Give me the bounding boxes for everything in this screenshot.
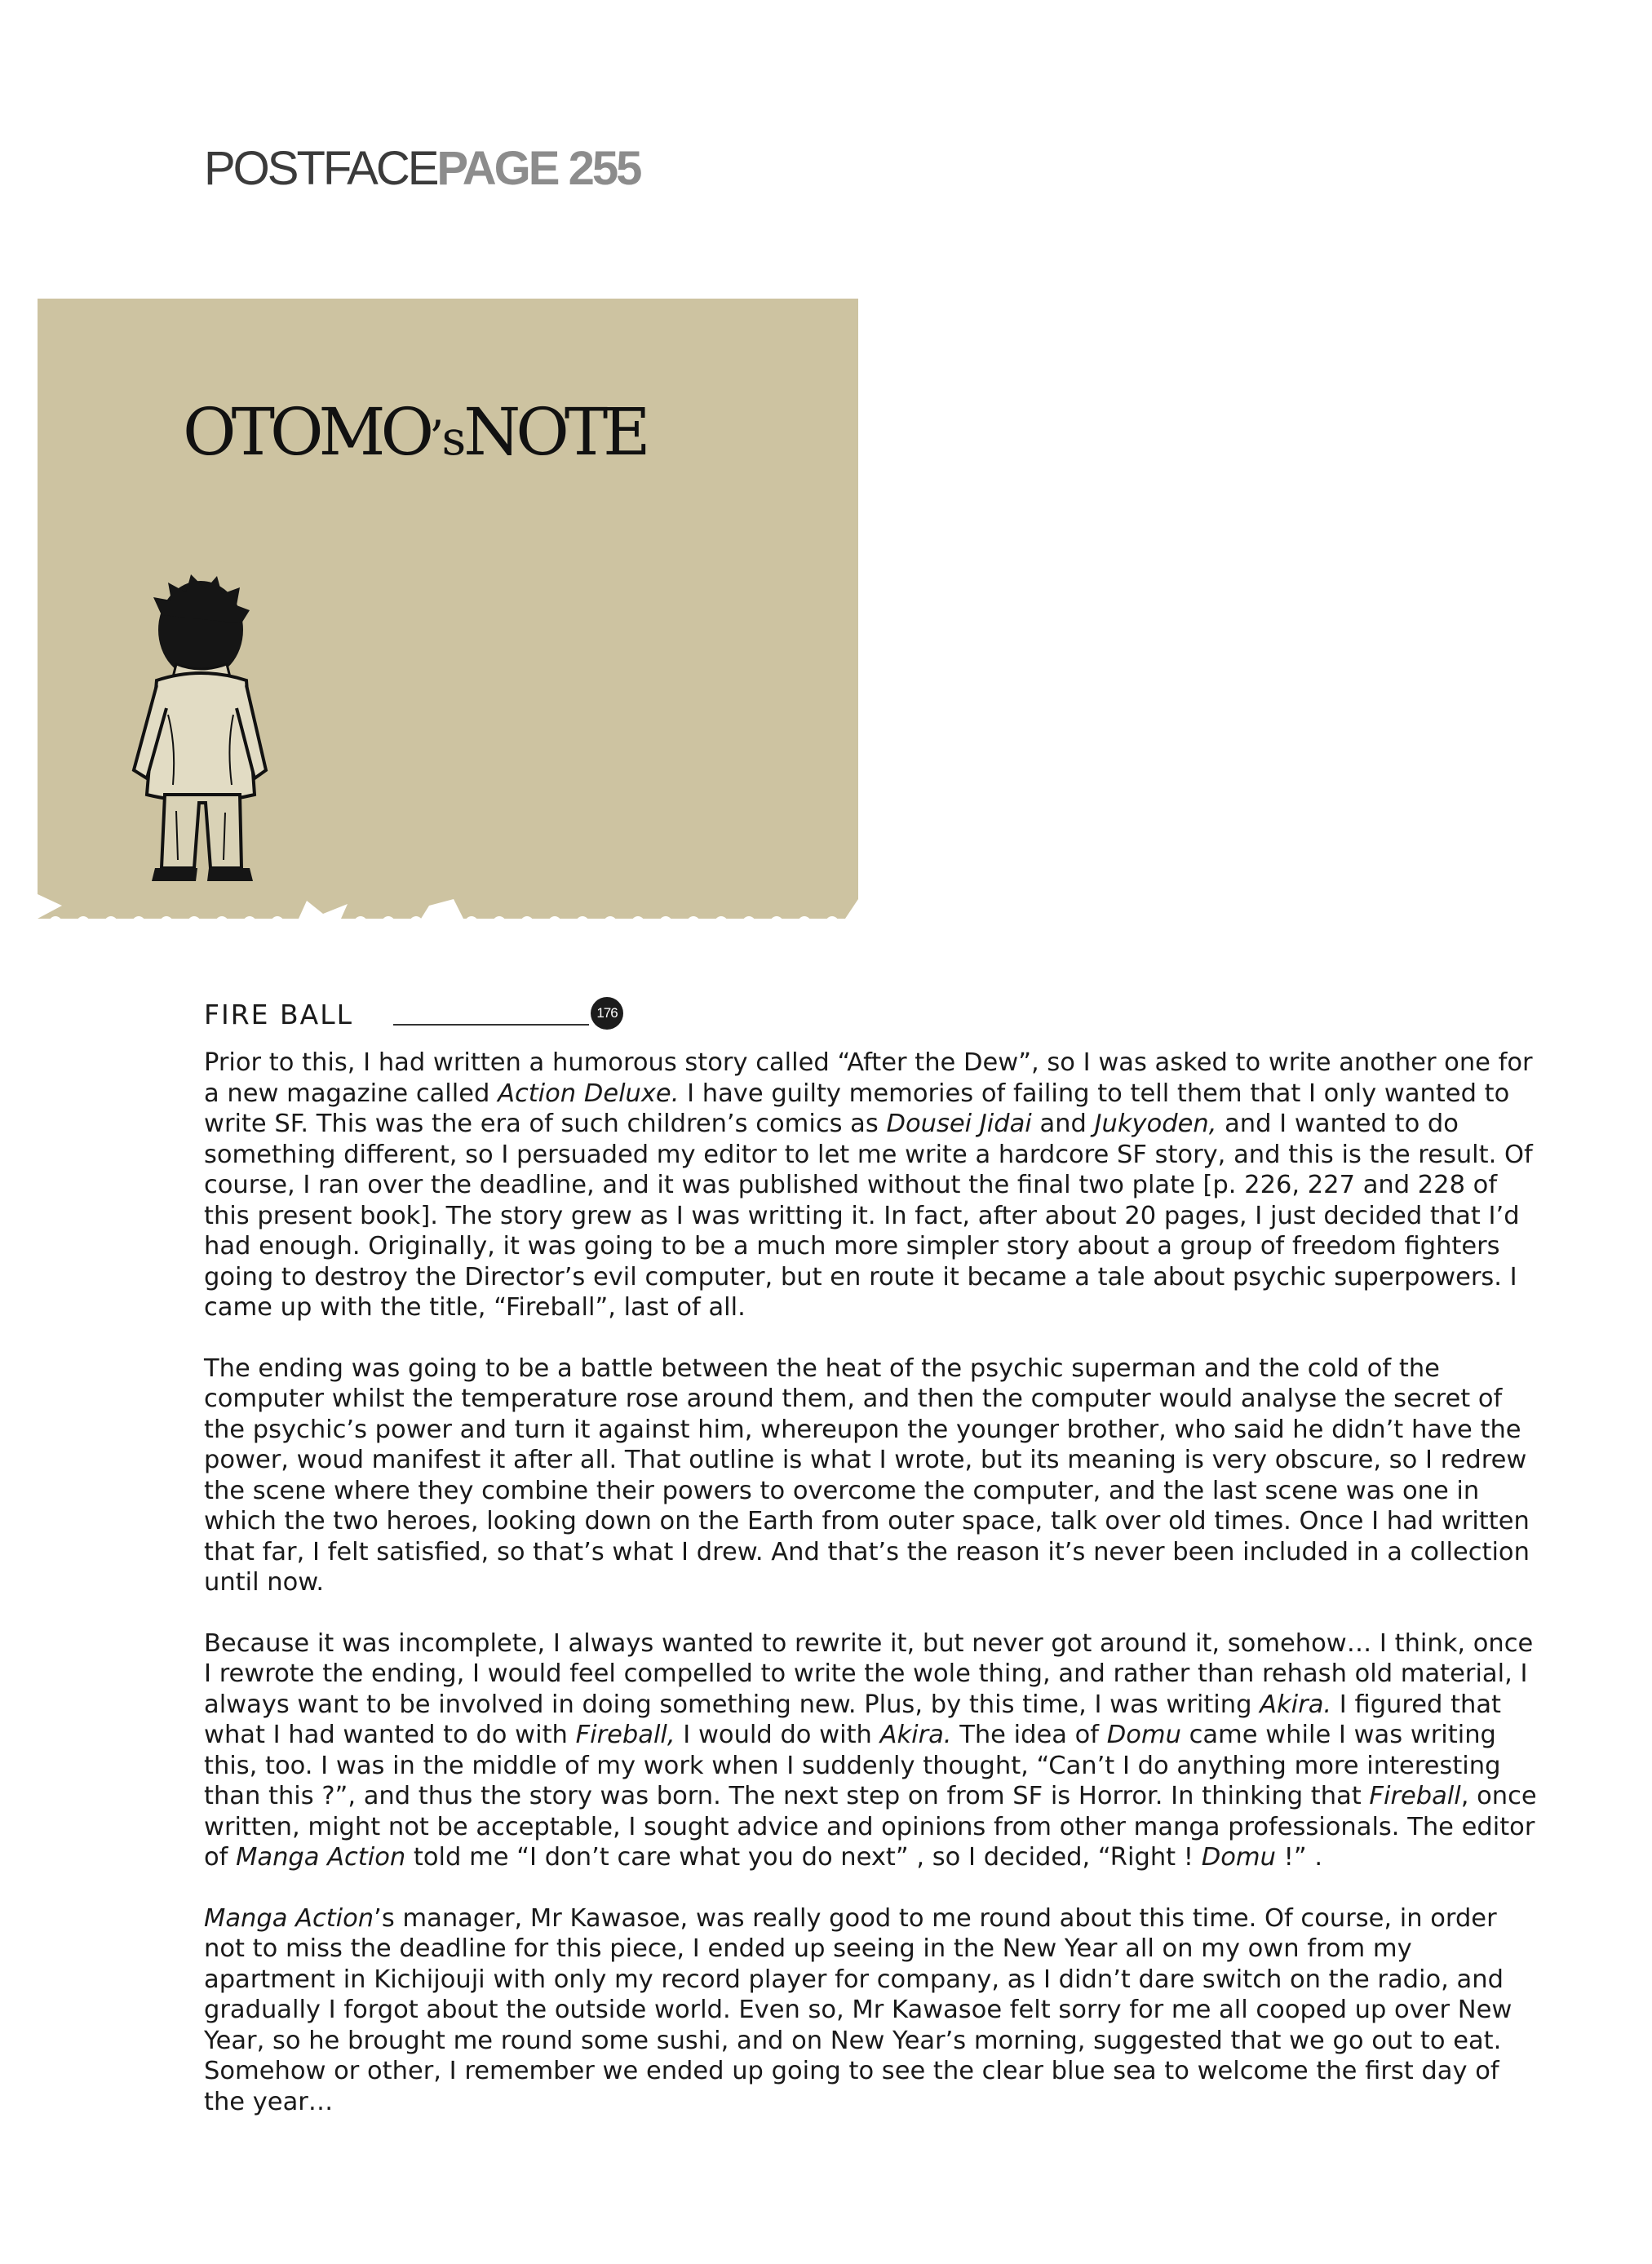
- torn-paper-edge: [38, 299, 858, 948]
- header-page-label: PAGE 255: [436, 142, 640, 195]
- section-title: FIRE BALL: [204, 999, 353, 1030]
- paragraph: [204, 1354, 1542, 1598]
- text-run: The idea of: [951, 1721, 1107, 1749]
- page-header: [204, 142, 640, 195]
- italic-text: Manga Action: [204, 1903, 374, 1933]
- paragraph: [204, 1903, 1542, 2118]
- panel-title-part1: OTOMO: [183, 394, 430, 470]
- text-run: I figured that what I had wanted to do with: [204, 1690, 1502, 1749]
- text-run: The ending was going to be a battle between the heat of the psychic superman and the cold of the computer whilst the temperature rose around them, and then the computer would analyse the secret of the psychic’s power and turn it against him, whereupon the younger brother, who said he didn’t have the power, woud manifest it after all. That outline is what I wrote, but its meaning is very obscure, so I redrew the scene where they combine their powers to overcome the computer, and the last scene was one in which the two heroes, looking down on the Earth from outer space, talk over old times. Once I had written that far, I felt satisfied, so that’s what I drew. And that’s the reason it’s never been included in a collection until now.: [204, 1354, 1530, 1597]
- header-word: POSTFACE: [204, 142, 437, 195]
- italic-text: Domu: [1106, 1721, 1181, 1749]
- paragraph: [204, 1628, 1542, 1873]
- text-run: I would do with: [675, 1721, 880, 1749]
- text-run: , once written, might not be acceptable, I sought advice and opinions from other manga professionals. The editor of: [204, 1782, 1537, 1872]
- italic-text: Manga Action: [236, 1843, 406, 1872]
- text-run: !” .: [1275, 1843, 1323, 1872]
- text-run: told me “I don’t care what you do next” , so I decided, “Right !: [405, 1843, 1202, 1872]
- italic-text: Dousei Jidai: [886, 1110, 1032, 1138]
- text-run: and: [1031, 1110, 1095, 1138]
- section-heading: [204, 997, 661, 1038]
- italic-text: Domu: [1201, 1843, 1276, 1872]
- body-text: [204, 1048, 1542, 2147]
- italic-text: Fireball,: [575, 1721, 675, 1749]
- text-run: and I wanted to do something different, so I persuaded my editor to let me write a hardcore SF story, and this is the result. Of course, I ran over the deadline, and it was published without the final two plate [p. 226, 227 and 228 of this present book]. The story grew as I was writting it. In fact, after about 20 pages, I just decided that I’d had enough. Originally, it was going to be a much more simpler story about a group of freedom fighters going to destroy the Director’s evil computer, but en route it became a tale about psychic superpowers. I came up with the title, “Fireball”, last of all.: [204, 1110, 1533, 1322]
- text-run: Prior to this, I had written a humorous story called “After the Dew”, so I was asked to write another one for a new magazine called: [204, 1048, 1533, 1108]
- italic-text: Jukyoden,: [1094, 1110, 1217, 1138]
- text-run: ’s manager, Mr Kawasoe, was really good to me round about this time. Of course, in order not to miss the deadline for this piece, I ended up seeing in the New Year all on my own from my apartment in Kichijouji with only my record player for company, as I didn’t dare switch on the radio, and gradually I forgot about the outside world. Even so, Mr Kawasoe felt sorry for me all cooped up over New Year, so he brought me round some sushi, and on New Year’s morning, suggested that we go out to eat. Somehow or other, I remember we ended up going to see the clear blue sea to welcome the first day of the year…: [204, 1903, 1512, 2116]
- text-run: came while I was writing this, too. I was in the middle of my work when I suddenly thought, “Can’t I do anything more interesting than this ?”, and thus the story was born. The next step on from SF is Horror. In thinking that: [204, 1721, 1501, 1810]
- page-reference-badge: 176: [591, 997, 623, 1030]
- panel-title-part2: ’s: [429, 410, 464, 466]
- notes-panel: [38, 299, 858, 948]
- italic-text: Fireball: [1369, 1782, 1461, 1810]
- text-run: I have guilty memories of failing to tell them that I only wanted to write SF. This was the era of such children’s comics as: [204, 1079, 1510, 1138]
- text-run: Because it was incomplete, I always wanted to rewrite it, but never got around it, somehow… I think, once I rewrote the ending, I would feel compelled to write the wole thing, and rather than rehash old material, I always want to be involved in doing something new. Plus, by this time, I was writing: [204, 1628, 1534, 1719]
- italic-text: Akira.: [1260, 1690, 1332, 1719]
- italic-text: Action Deluxe.: [498, 1079, 680, 1108]
- italic-text: Akira.: [879, 1721, 952, 1749]
- paragraph: [204, 1048, 1542, 1323]
- section-rule: [393, 1024, 589, 1026]
- panel-title-part3: NOTE: [463, 394, 646, 470]
